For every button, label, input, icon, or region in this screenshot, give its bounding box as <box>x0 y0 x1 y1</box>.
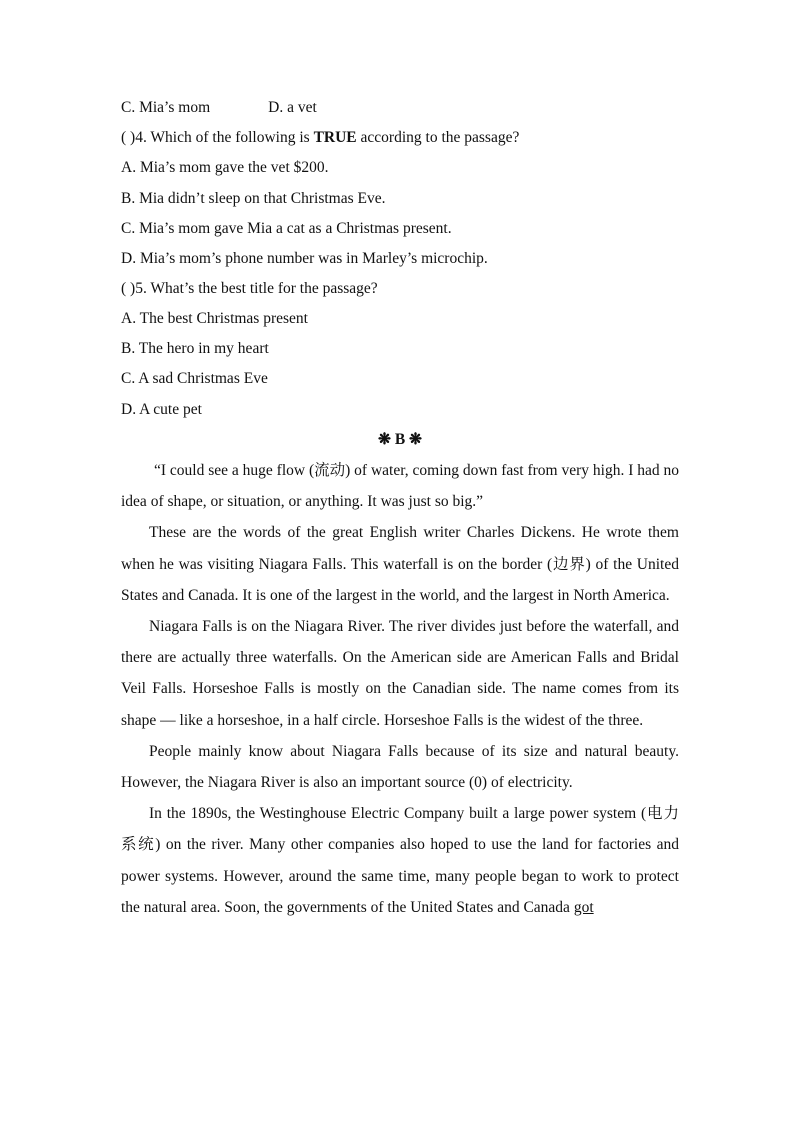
q5-option-b: B. The hero in my heart <box>121 340 269 357</box>
passage-paragraph-3: Niagara Falls is on the Niagara River. The river divides just before the waterfall, and there are actually three waterfalls. On the American side are American Falls and Bridal Veil Falls. Horseshoe Falls is mostly on the Canadian side. The name comes from its shape — like a horseshoe, in a half circle. Horseshoe Falls is the widest of the three. <box>121 618 679 729</box>
passage-paragraph-5-text: In the 1890s, the Westinghouse Electric Company built a large power system (电力系统) on the river. Many other companies also hoped to use the land for factories and power systems. However, around the same time, many people began to work to protect the natural area. Soon, the governments of the United States and Canada <box>121 805 679 916</box>
passage-paragraph-4: People mainly know about Niagara Falls because of its size and natural beauty. However, the Niagara River is also an important source (0) of electricity. <box>121 742 679 792</box>
q4-option-a: A. Mia’s mom gave the vet $200. <box>121 159 329 176</box>
q4-stem-suffix: according to the passage? <box>356 129 520 146</box>
q3-option-d: D. a vet <box>268 99 317 116</box>
q4-stem-emphasis: TRUE <box>313 129 357 146</box>
q5-stem: ( )5. What’s the best title for the passage? <box>121 280 378 297</box>
q5-option-a: A. The best Christmas present <box>121 310 308 327</box>
passage-paragraph-2: These are the words of the great English writer Charles Dickens. He wrote them when he was visiting Niagara Falls. This waterfall is on the border (边界) of the United States and Canada. It is one of the largest in the world, and the largest in North America. <box>121 524 679 604</box>
q3-options-row <box>121 98 317 118</box>
q4-stem <box>121 128 519 148</box>
q3-option-c: C. Mia’s mom <box>121 99 211 116</box>
passage-paragraph-5 <box>121 798 679 923</box>
passage-paragraph-1: “I could see a huge flow (流动) of water, coming down fast from very high. I had no idea of shape, or situation, or anything. It was just so big.” <box>121 462 679 511</box>
passage-b <box>121 455 679 923</box>
underlined-word: got <box>573 898 594 916</box>
q4-option-d: D. Mia’s mom’s phone number was in Marley’s microchip. <box>121 250 488 267</box>
q5-option-c: C. A sad Christmas Eve <box>121 370 268 387</box>
q4-option-c: C. Mia’s mom gave Mia a cat as a Christmas present. <box>121 220 452 237</box>
section-b-heading: ❋ B ❋ <box>377 431 423 448</box>
q5-option-d: D. A cute pet <box>121 401 202 418</box>
q4-option-b: B. Mia didn’t sleep on that Christmas Eve. <box>121 190 386 207</box>
q4-stem-prefix: ( )4. Which of the following is <box>121 129 314 146</box>
